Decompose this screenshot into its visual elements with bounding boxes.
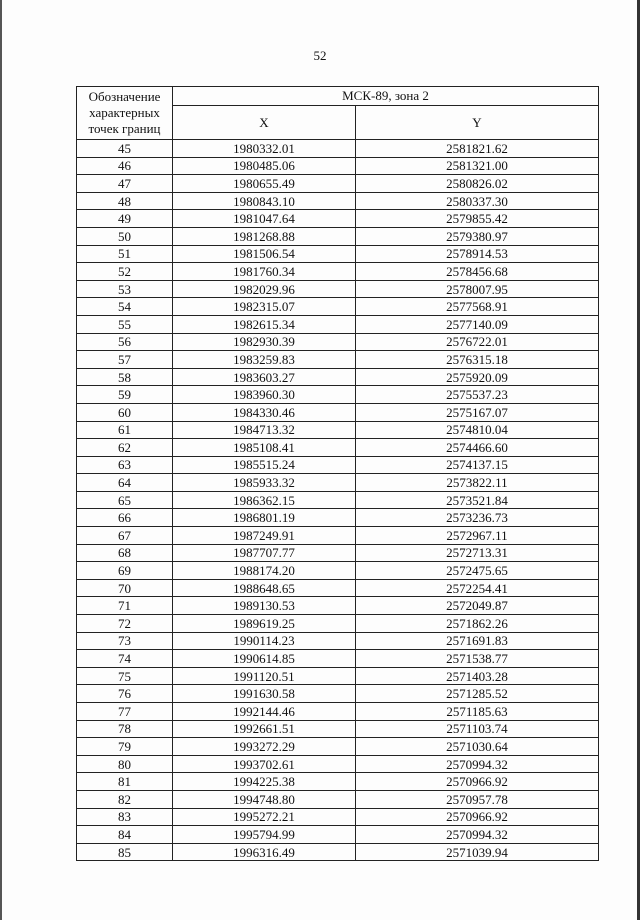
table-row [77,491,599,509]
point-number-cell: 77 [77,703,173,721]
point-number-cell: 47 [77,175,173,193]
x-coordinate-cell: 1988648.65 [173,579,356,597]
point-number-cell: 82 [77,790,173,808]
x-coordinate-cell: 1983603.27 [173,368,356,386]
x-coordinate-cell: 1981760.34 [173,263,356,281]
table-row [77,474,599,492]
table-row [77,263,599,281]
point-number-cell: 66 [77,509,173,527]
table-row [77,140,599,158]
x-coordinate-cell: 1980332.01 [173,140,356,158]
x-coordinate-cell: 1982029.96 [173,280,356,298]
point-number-cell: 57 [77,351,173,369]
point-number-cell: 49 [77,210,173,228]
table-row [77,667,599,685]
x-coordinate-cell: 1981268.88 [173,227,356,245]
point-number-cell: 79 [77,738,173,756]
table-row [77,280,599,298]
point-number-cell: 65 [77,491,173,509]
table-row [77,192,599,210]
y-coordinate-cell: 2571691.83 [356,632,599,650]
y-coordinate-cell: 2580826.02 [356,175,599,193]
x-coordinate-cell: 1986362.15 [173,491,356,509]
y-coordinate-cell: 2571538.77 [356,650,599,668]
table-row [77,773,599,791]
table-row [77,808,599,826]
table-row [77,386,599,404]
table-row [77,790,599,808]
y-coordinate-cell: 2573822.11 [356,474,599,492]
point-number-cell: 73 [77,632,173,650]
point-number-cell: 58 [77,368,173,386]
point-number-cell: 81 [77,773,173,791]
point-number-cell: 67 [77,527,173,545]
point-label-header [77,87,173,140]
point-number-cell: 61 [77,421,173,439]
y-coordinate-cell: 2571862.26 [356,615,599,633]
point-number-cell: 60 [77,403,173,421]
x-coordinate-cell: 1980655.49 [173,175,356,193]
y-coordinate-cell: 2577568.91 [356,298,599,316]
x-coordinate-cell: 1988174.20 [173,562,356,580]
table-row [77,245,599,263]
x-coordinate-cell: 1991630.58 [173,685,356,703]
point-number-cell: 64 [77,474,173,492]
x-coordinate-cell: 1982615.34 [173,315,356,333]
table-row [77,615,599,633]
point-number-cell: 68 [77,544,173,562]
y-coordinate-cell: 2571285.52 [356,685,599,703]
x-coordinate-cell: 1983960.30 [173,386,356,404]
point-number-cell: 56 [77,333,173,351]
table-row [77,175,599,193]
x-coordinate-cell: 1982315.07 [173,298,356,316]
x-coordinate-cell: 1996316.49 [173,843,356,861]
page-number: 52 [313,48,327,63]
point-number-cell: 80 [77,755,173,773]
point-number-cell: 83 [77,808,173,826]
point-label-header-line3: точек границ [88,121,161,136]
y-coordinate-cell: 2581321.00 [356,157,599,175]
x-coordinate-cell: 1989619.25 [173,615,356,633]
y-coordinate-cell: 2571403.28 [356,667,599,685]
x-coordinate-cell: 1990614.85 [173,650,356,668]
x-coordinate-cell: 1987249.91 [173,527,356,545]
y-coordinate-cell: 2581821.62 [356,140,599,158]
point-number-cell: 48 [77,192,173,210]
y-coordinate-cell: 2576722.01 [356,333,599,351]
y-coordinate-cell: 2573236.73 [356,509,599,527]
point-number-cell: 78 [77,720,173,738]
table-row [77,210,599,228]
table-row [77,421,599,439]
x-coordinate-cell: 1984713.32 [173,421,356,439]
point-label-header-line2: характерных [89,105,160,120]
point-number-cell: 62 [77,439,173,457]
x-coordinate-cell: 1986801.19 [173,509,356,527]
table-row [77,826,599,844]
y-coordinate-cell: 2577140.09 [356,315,599,333]
x-coordinate-cell: 1985108.41 [173,439,356,457]
y-coordinate-cell: 2575537.23 [356,386,599,404]
y-coordinate-cell: 2570994.32 [356,755,599,773]
point-number-cell: 55 [77,315,173,333]
table-row [77,738,599,756]
x-coordinate-cell: 1980485.06 [173,157,356,175]
x-column-header: X [173,106,356,140]
x-coordinate-cell: 1993702.61 [173,755,356,773]
point-number-cell: 53 [77,280,173,298]
x-coordinate-cell: 1990114.23 [173,632,356,650]
y-coordinate-cell: 2578456.68 [356,263,599,281]
y-coordinate-cell: 2570994.32 [356,826,599,844]
table-row [77,562,599,580]
table-row [77,509,599,527]
table-row [77,456,599,474]
x-coordinate-cell: 1981506.54 [173,245,356,263]
table-row [77,579,599,597]
table-row [77,650,599,668]
y-coordinate-cell: 2579855.42 [356,210,599,228]
y-coordinate-cell: 2571030.64 [356,738,599,756]
y-coordinate-cell: 2571103.74 [356,720,599,738]
point-number-cell: 74 [77,650,173,668]
y-coordinate-cell: 2578007.95 [356,280,599,298]
y-coordinate-cell: 2578914.53 [356,245,599,263]
x-coordinate-cell: 1995794.99 [173,826,356,844]
x-coordinate-cell: 1991120.51 [173,667,356,685]
point-number-cell: 59 [77,386,173,404]
x-coordinate-cell: 1982930.39 [173,333,356,351]
y-coordinate-cell: 2574466.60 [356,439,599,457]
table-row [77,315,599,333]
x-coordinate-cell: 1984330.46 [173,403,356,421]
y-coordinate-cell: 2572475.65 [356,562,599,580]
x-coordinate-cell: 1985933.32 [173,474,356,492]
y-coordinate-cell: 2572967.11 [356,527,599,545]
x-coordinate-cell: 1980843.10 [173,192,356,210]
x-coordinate-cell: 1989130.53 [173,597,356,615]
table-row [77,632,599,650]
y-coordinate-cell: 2571185.63 [356,703,599,721]
x-coordinate-cell: 1992144.46 [173,703,356,721]
x-coordinate-cell: 1994748.80 [173,790,356,808]
y-coordinate-cell: 2574810.04 [356,421,599,439]
y-coordinate-cell: 2579380.97 [356,227,599,245]
x-coordinate-cell: 1992661.51 [173,720,356,738]
table-row [77,157,599,175]
point-number-cell: 69 [77,562,173,580]
table-row [77,720,599,738]
coordinates-table [76,86,599,861]
table-row [77,439,599,457]
point-number-cell: 46 [77,157,173,175]
point-number-cell: 63 [77,456,173,474]
point-number-cell: 76 [77,685,173,703]
table-row [77,527,599,545]
y-coordinate-cell: 2571039.94 [356,843,599,861]
x-coordinate-cell: 1994225.38 [173,773,356,791]
y-coordinate-cell: 2572254.41 [356,579,599,597]
point-number-cell: 75 [77,667,173,685]
point-number-cell: 85 [77,843,173,861]
point-number-cell: 71 [77,597,173,615]
y-coordinate-cell: 2580337.30 [356,192,599,210]
point-label-header-line1: Обозначение [88,89,161,104]
x-coordinate-cell: 1981047.64 [173,210,356,228]
y-coordinate-cell: 2574137.15 [356,456,599,474]
point-number-cell: 52 [77,263,173,281]
table-row [77,333,599,351]
y-coordinate-cell: 2570966.92 [356,808,599,826]
x-coordinate-cell: 1993272.29 [173,738,356,756]
table-row [77,755,599,773]
table-row [77,685,599,703]
y-coordinate-cell: 2570957.78 [356,790,599,808]
y-column-header: Y [356,106,599,140]
y-coordinate-cell: 2575167.07 [356,403,599,421]
table-row [77,298,599,316]
table-row [77,351,599,369]
x-coordinate-cell: 1987707.77 [173,544,356,562]
y-coordinate-cell: 2572713.31 [356,544,599,562]
point-number-cell: 50 [77,227,173,245]
y-coordinate-cell: 2570966.92 [356,773,599,791]
point-number-cell: 51 [77,245,173,263]
point-number-cell: 72 [77,615,173,633]
table-row [77,368,599,386]
y-coordinate-cell: 2575920.09 [356,368,599,386]
point-number-cell: 45 [77,140,173,158]
point-number-cell: 54 [77,298,173,316]
y-coordinate-cell: 2576315.18 [356,351,599,369]
table-row [77,597,599,615]
table-row [77,403,599,421]
table-row [77,703,599,721]
coordinates-table-body [77,140,599,861]
table-row [77,843,599,861]
x-coordinate-cell: 1985515.24 [173,456,356,474]
point-number-cell: 84 [77,826,173,844]
x-coordinate-cell: 1983259.83 [173,351,356,369]
table-row [77,544,599,562]
y-coordinate-cell: 2572049.87 [356,597,599,615]
point-number-cell: 70 [77,579,173,597]
coordinate-system-header: МСК-89, зона 2 [173,87,599,106]
x-coordinate-cell: 1995272.21 [173,808,356,826]
scan-edge-left [0,0,2,920]
table-row [77,227,599,245]
y-coordinate-cell: 2573521.84 [356,491,599,509]
